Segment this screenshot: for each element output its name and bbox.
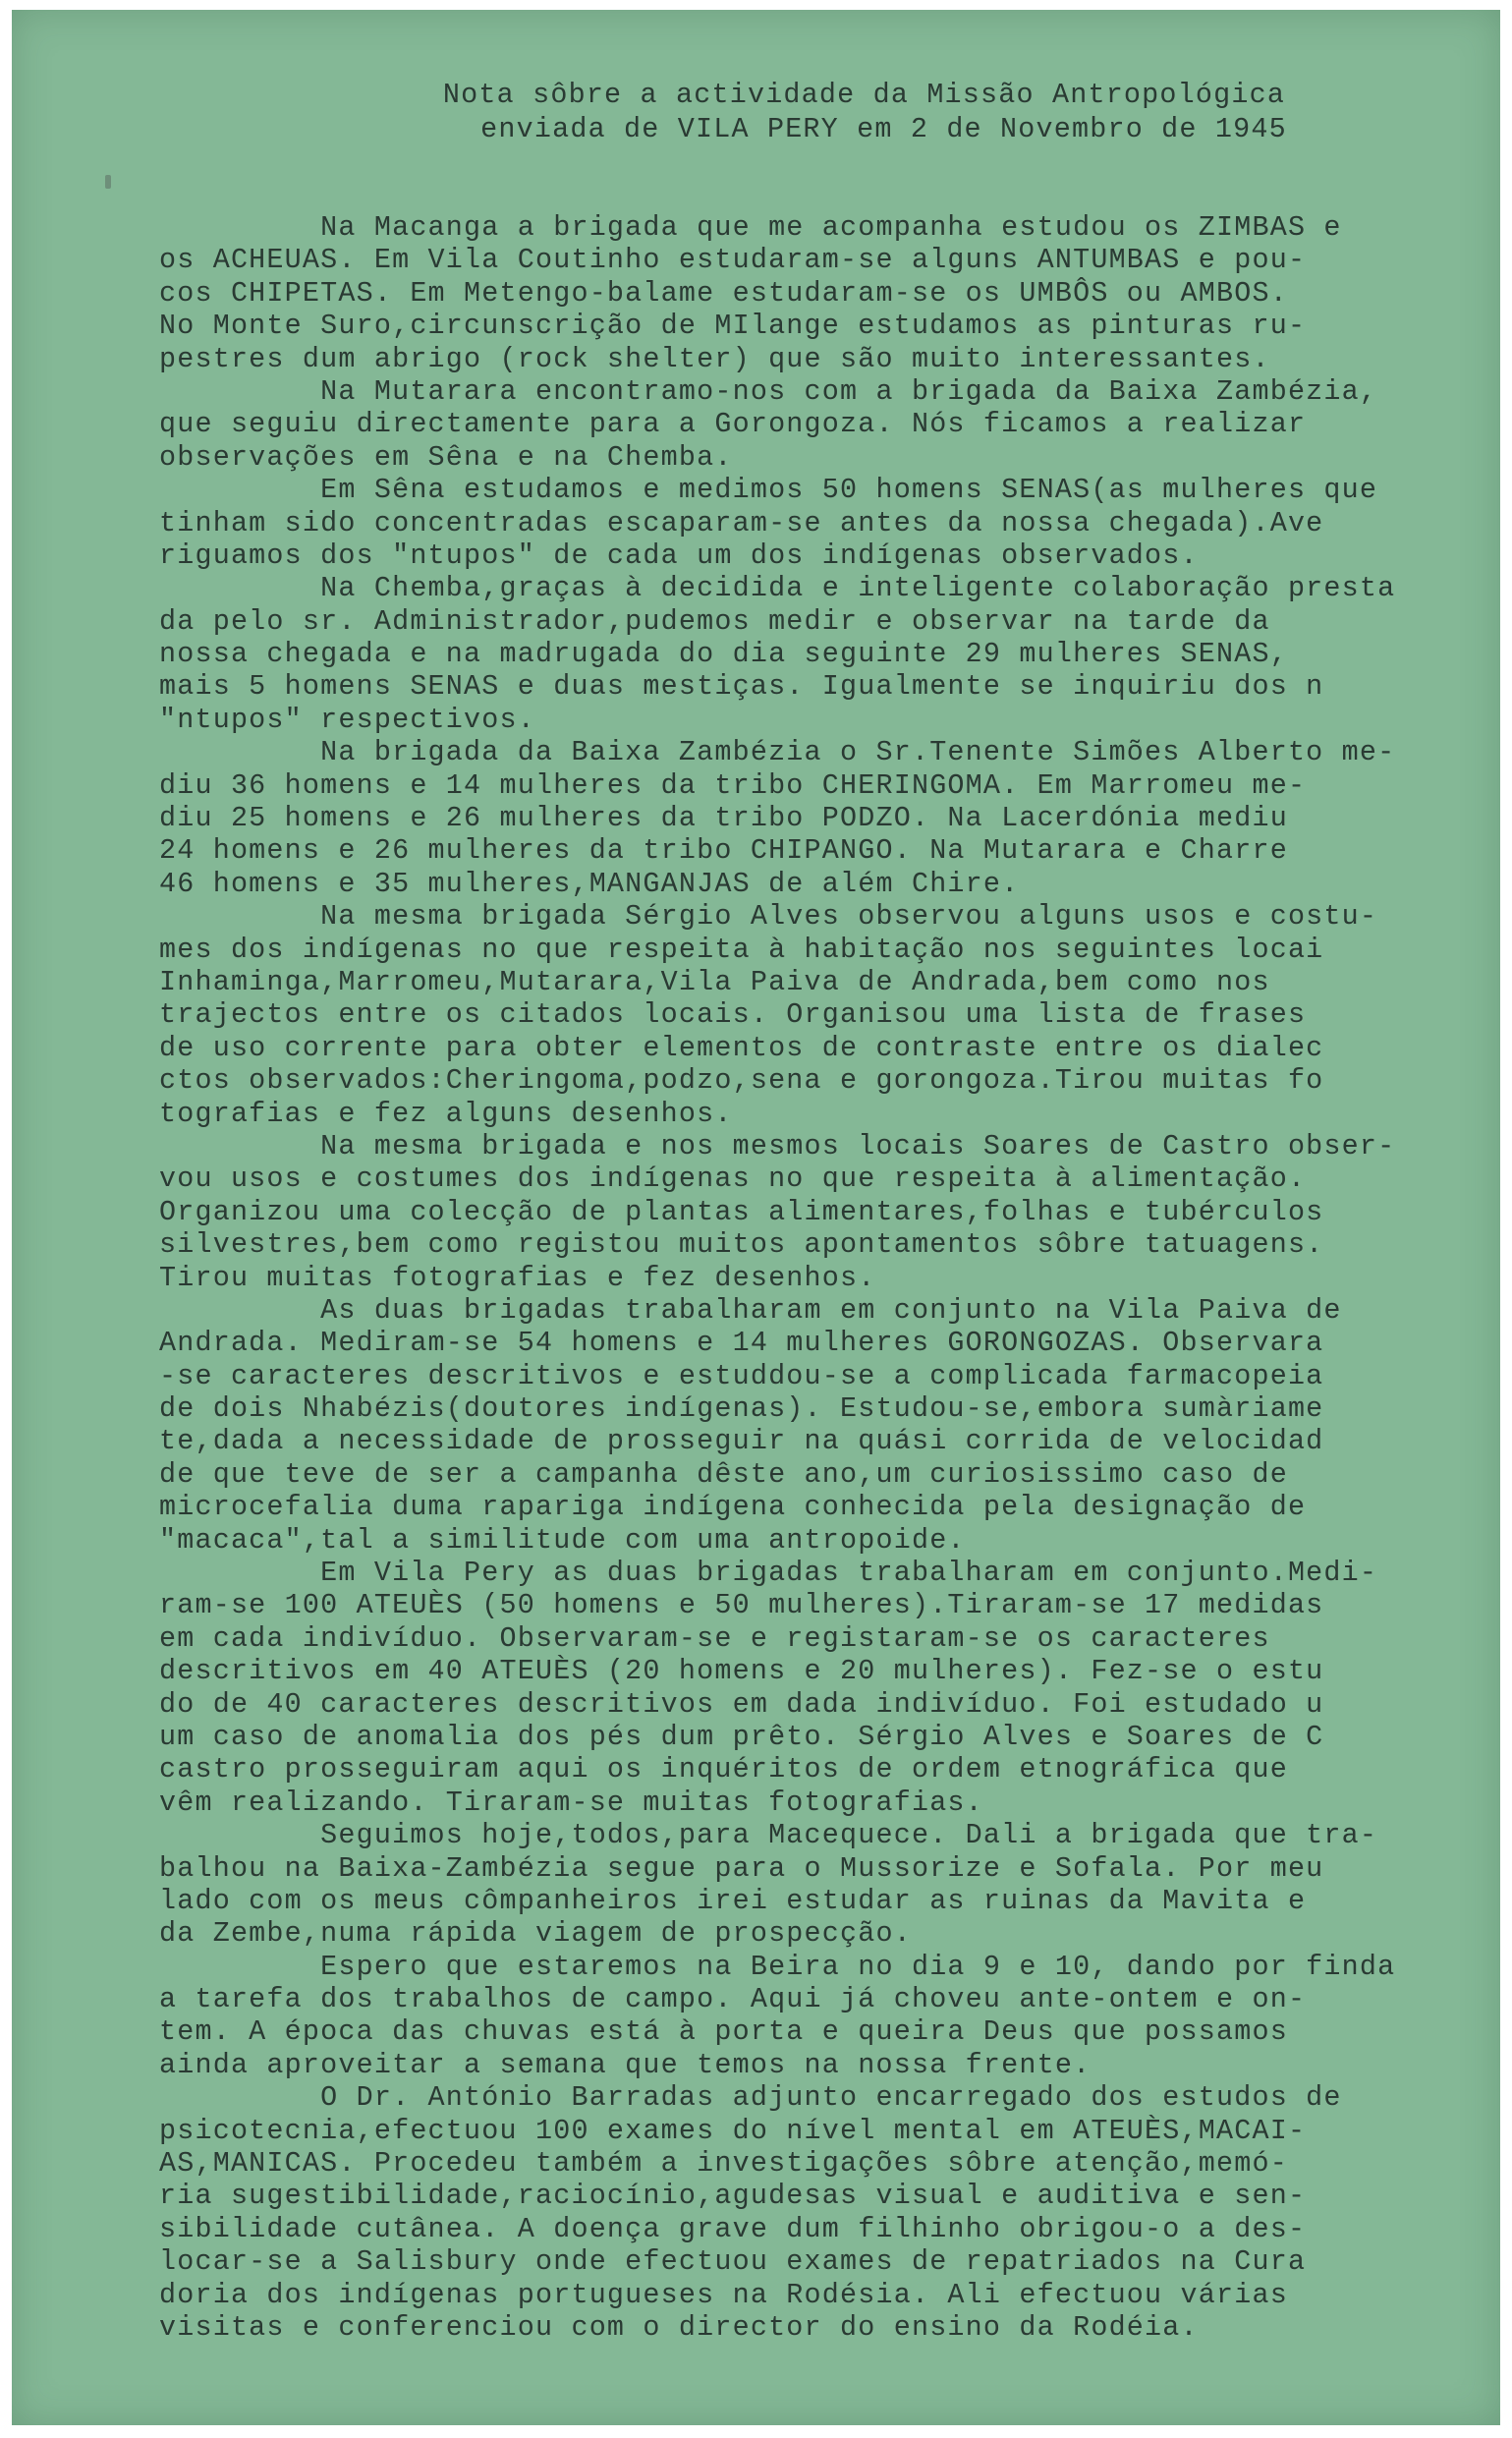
text-line: da Zembe,numa rápida viagem de prospecção. bbox=[159, 1917, 912, 1951]
text-line: lado com os meus cômpanheiros irei estudar as ruinas da Mavita e bbox=[159, 1884, 1307, 1917]
text-line: um caso de anomalia dos pés dum prêto. Sérgio Alves e Soares de C bbox=[159, 1720, 1324, 1753]
text-line: os ACHEUAS. Em Vila Coutinho estudaram-se alguns ANTUMBAS e pou- bbox=[159, 244, 1307, 277]
text-line: microcefalia duma rapariga indígena conhecida pela designação de bbox=[159, 1491, 1307, 1524]
text-line: Seguimos hoje,todos,para Macequece. Dali a brigada que tra- bbox=[159, 1819, 1378, 1852]
text-line: castro prosseguiram aqui os inquéritos de ordem etnográfica que bbox=[159, 1753, 1288, 1786]
text-line: Espero que estaremos na Beira no dia 9 e 10, dando por finda bbox=[159, 1950, 1396, 1983]
ink-mark bbox=[105, 175, 111, 189]
text-line: pestres dum abrigo (rock shelter) que são muito interessantes. bbox=[159, 342, 1270, 375]
document-title-line-1: Nota sôbre a actividade da Missão Antropológica bbox=[442, 79, 1286, 111]
text-line bbox=[159, 2344, 1495, 2376]
text-line: riguamos dos "ntupos" de cada um dos indígenas observados. bbox=[159, 539, 1199, 572]
text-line: doria dos indígenas portugueses na Rodésia. Ali efectuou várias bbox=[159, 2278, 1288, 2311]
text-line: No Monte Suro,circunscrição de MIlange estudamos as pinturas ru- bbox=[159, 310, 1307, 343]
text-line: Na Mutarara encontramo-nos com a brigada da Baixa Zambézia, bbox=[159, 374, 1378, 408]
text-line: O Dr. António Barradas adjunto encarregado dos estudos de bbox=[159, 2081, 1342, 2115]
text-line: a tarefa dos trabalhos de campo. Aqui já choveu ante-ontem e on- bbox=[159, 1983, 1307, 2016]
text-line: da pelo sr. Administrador,pudemos medir e observar na tarde da bbox=[159, 604, 1270, 638]
typewritten-sheet bbox=[12, 10, 1500, 2425]
text-line: Inhaminga,Marromeu,Mutarara,Vila Paiva de Andrada,bem como nos bbox=[159, 965, 1270, 998]
text-line: ria sugestibilidade,raciocínio,agudesas visual e auditiva e sen- bbox=[159, 2180, 1307, 2213]
text-line: silvestres,bem como registou muitos apontamentos sôbre tatuagens. bbox=[159, 1228, 1324, 1262]
text-line: de dois Nhabézis(doutores indígenas). Estudou-se,embora sumàriame bbox=[159, 1392, 1324, 1426]
text-line: tografias e fez alguns desenhos. bbox=[159, 1097, 733, 1130]
text-line: psicotecnia,efectuou 100 exames do nível mental em ATEUÈS,MACAI- bbox=[159, 2114, 1307, 2147]
text-line: Em Sêna estudamos e medimos 50 homens SENAS(as mulheres que bbox=[159, 474, 1378, 507]
document-title-line-2: enviada de VILA PERY em 2 de Novembro de 1945 bbox=[480, 113, 1287, 145]
text-line: mais 5 homens SENAS e duas mestiças. Igualmente se inquiriu dos n bbox=[159, 670, 1324, 704]
text-line: ainda aproveitar a semana que temos na nossa frente. bbox=[159, 2048, 1092, 2081]
text-line: trajectos entre os citados locais. Organisou uma lista de frases bbox=[159, 998, 1307, 1032]
text-line: nossa chegada e na madrugada do dia seguinte 29 mulheres SENAS, bbox=[159, 638, 1288, 671]
text-line: tem. A época das chuvas está à porta e queira Deus que possamos bbox=[159, 2015, 1288, 2049]
text-line: diu 25 homens e 26 mulheres da tribo PODZO. Na Lacerdónia mediu bbox=[159, 802, 1288, 835]
text-line: AS,MANICAS. Procedeu também a investigações sôbre atenção,memó- bbox=[159, 2147, 1288, 2181]
text-line: de uso corrente para obter elementos de contraste entre os dialec bbox=[159, 1031, 1324, 1064]
text-line: -se caracteres descritivos e estuddou-se a complicada farmacopeia bbox=[159, 1359, 1324, 1392]
text-line: 24 homens e 26 mulheres da tribo CHIPANGO. Na Mutarara e Charre bbox=[159, 834, 1288, 868]
text-line: Em Vila Pery as duas brigadas trabalharam em conjunto.Medi- bbox=[159, 1557, 1378, 1590]
text-line: ctos observados:Cheringoma,podzo,sena e gorongoza.Tirou muitas fo bbox=[159, 1064, 1324, 1098]
text-line: 46 homens e 35 mulheres,MANGANJAS de além Chire. bbox=[159, 867, 1020, 900]
text-line: Na mesma brigada Sérgio Alves observou alguns usos e costu- bbox=[159, 900, 1378, 934]
text-line: balhou na Baixa-Zambézia segue para o Mussorize e Sofala. Por meu bbox=[159, 1851, 1324, 1885]
text-line: Tirou muitas fotografias e fez desenhos. bbox=[159, 1261, 876, 1294]
text-line: Na mesma brigada e nos mesmos locais Soares de Castro obser- bbox=[159, 1129, 1396, 1162]
text-line: sibilidade cutânea. A doença grave dum filhinho obrigou-o a des- bbox=[159, 2212, 1307, 2245]
text-line: Na brigada da Baixa Zambézia o Sr.Tenente Simões Alberto me- bbox=[159, 736, 1396, 769]
text-line: em cada indivíduo. Observaram-se e registaram-se os caracteres bbox=[159, 1621, 1270, 1655]
text-line: ram-se 100 ATEUÈS (50 homens e 50 mulheres).Tiraram-se 17 medidas bbox=[159, 1589, 1324, 1622]
text-line: mes dos indígenas no que respeita à habitação nos seguintes locai bbox=[159, 933, 1324, 966]
text-line: locar-se a Salisbury onde efectuou exames de repatriados na Cura bbox=[159, 2245, 1307, 2279]
text-line: "ntupos" respectivos. bbox=[159, 703, 535, 736]
text-line: do de 40 caracteres descritivos em dada indivíduo. Foi estudado u bbox=[159, 1687, 1324, 1721]
text-line: diu 36 homens e 14 mulheres da tribo CHERINGOMA. Em Marromeu me- bbox=[159, 768, 1307, 802]
text-line: visitas e conferenciou com o director do ensino da Rodéia. bbox=[159, 2311, 1199, 2344]
text-line: Organizou uma colecção de plantas alimentares,folhas e tubérculos bbox=[159, 1195, 1324, 1228]
text-line: vou usos e costumes dos indígenas no que respeita à alimentação. bbox=[159, 1162, 1307, 1196]
text-line: observações em Sêna e na Chemba. bbox=[159, 440, 733, 474]
page-text-area bbox=[12, 10, 1500, 2425]
text-line: de que teve de ser a campanha dêste ano,um curiosissimo caso de bbox=[159, 1457, 1288, 1491]
text-line: cos CHIPETAS. Em Metengo-balame estudaram-se os UMBÔS ou AMBOS. bbox=[159, 276, 1288, 310]
document-body bbox=[159, 211, 1495, 2377]
text-line: vêm realizando. Tiraram-se muitas fotografias. bbox=[159, 1786, 983, 1819]
text-line: As duas brigadas trabalharam em conjunto na Vila Paiva de bbox=[159, 1293, 1342, 1327]
text-line: "macaca",tal a similitude com uma antropoide. bbox=[159, 1523, 966, 1557]
text-line: descritivos em 40 ATEUÈS (20 homens e 20 mulheres). Fez-se o estu bbox=[159, 1655, 1324, 1688]
text-line: tinham sido concentradas escaparam-se antes da nossa chegada).Ave bbox=[159, 506, 1324, 539]
text-line: que seguiu directamente para a Gorongoza. Nós ficamos a realizar bbox=[159, 408, 1307, 441]
text-line: Na Chemba,graças à decidida e inteligente colaboração presta bbox=[159, 572, 1396, 605]
text-line: te,dada a necessidade de prosseguir na quási corrida de velocidad bbox=[159, 1425, 1324, 1458]
text-line: Na Macanga a brigada que me acompanha estudou os ZIMBAS e bbox=[159, 211, 1342, 244]
text-line: Andrada. Mediram-se 54 homens e 14 mulheres GORONGOZAS. Observara bbox=[159, 1327, 1324, 1360]
